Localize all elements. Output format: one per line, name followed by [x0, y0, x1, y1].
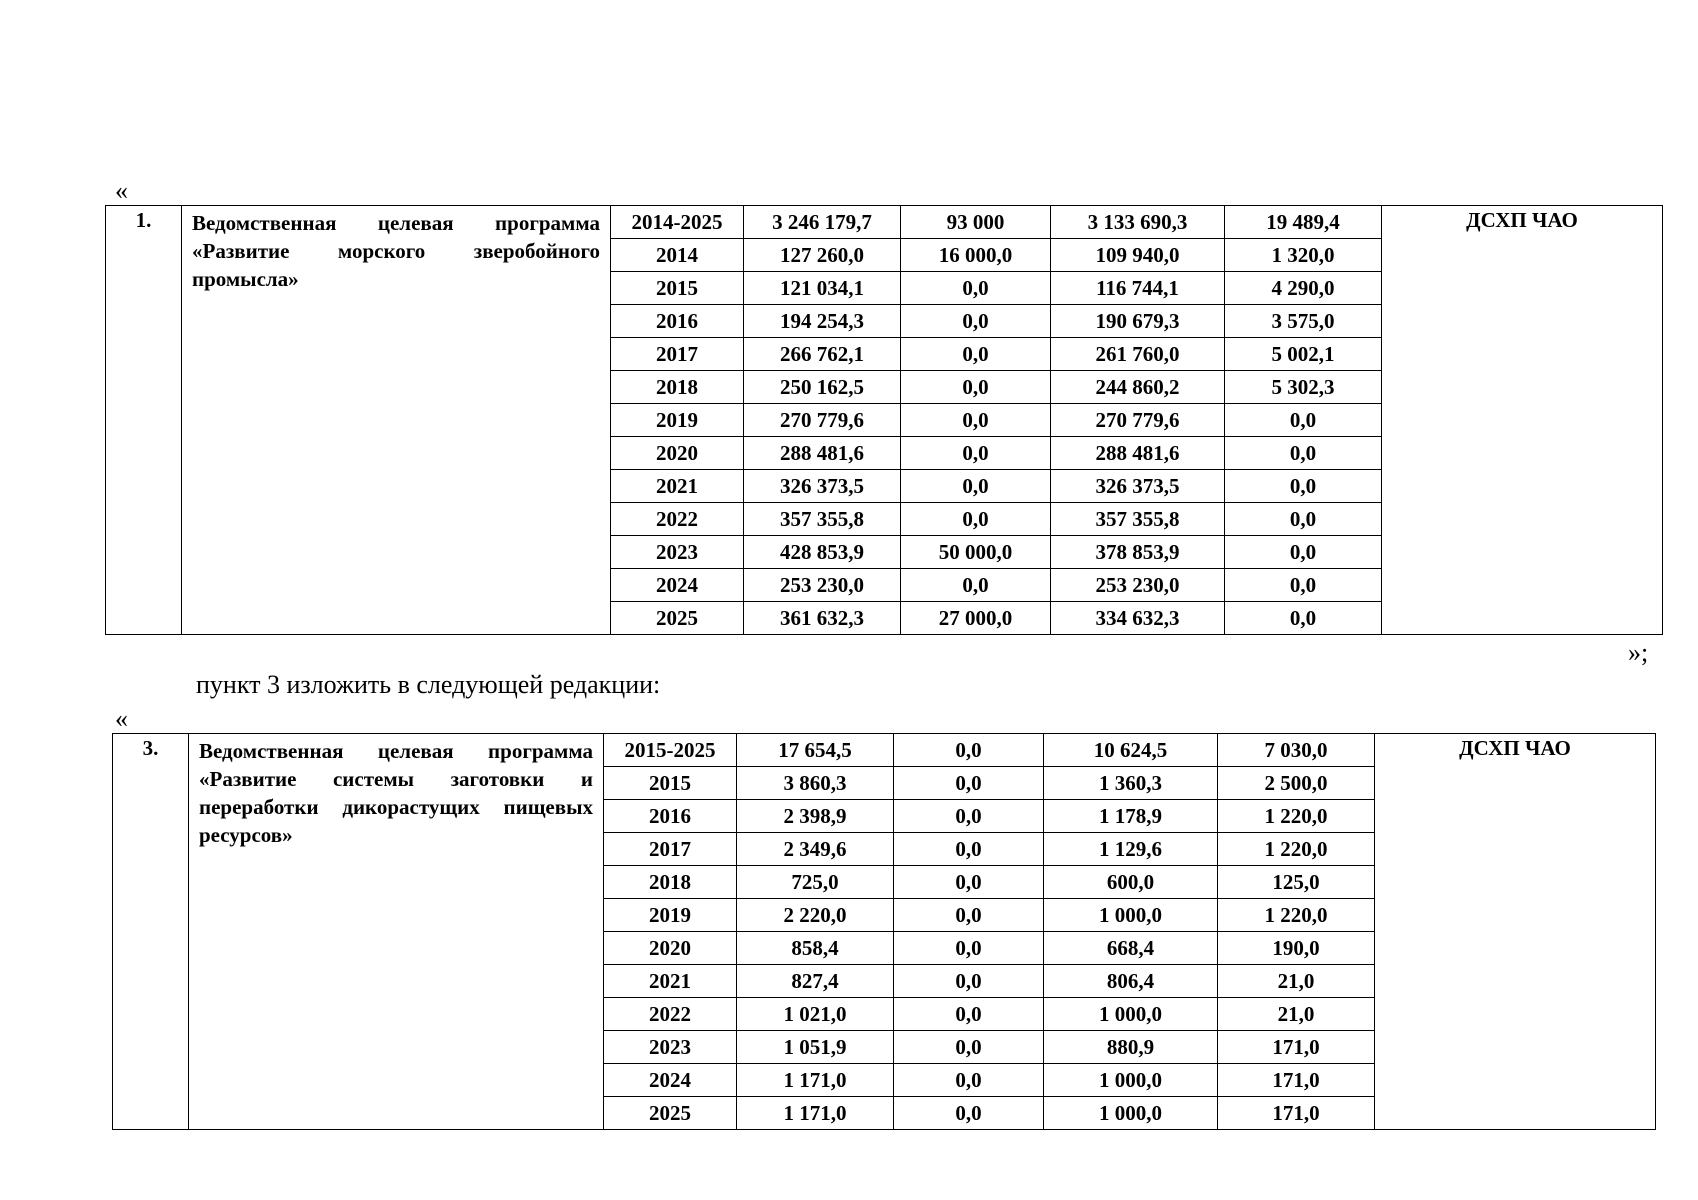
regional-budget-cell: 3 133 690,3	[1051, 206, 1225, 239]
other-funds-cell: 1 220,0	[1218, 800, 1375, 833]
period-cell: 2017	[611, 338, 744, 371]
other-funds-cell: 5 002,1	[1225, 338, 1382, 371]
total-cell: 250 162,5	[744, 371, 901, 404]
federal-budget-cell: 0,0	[894, 833, 1044, 866]
federal-budget-cell: 0,0	[894, 1031, 1044, 1064]
period-cell: 2016	[604, 800, 737, 833]
other-funds-cell: 190,0	[1218, 932, 1375, 965]
period-cell: 2018	[604, 866, 737, 899]
federal-budget-cell: 0,0	[901, 371, 1051, 404]
period-cell: 2021	[611, 470, 744, 503]
other-funds-cell: 171,0	[1218, 1031, 1375, 1064]
total-cell: 858,4	[737, 932, 894, 965]
other-funds-cell: 19 489,4	[1225, 206, 1382, 239]
period-cell: 2023	[611, 536, 744, 569]
federal-budget-cell: 50 000,0	[901, 536, 1051, 569]
regional-budget-cell: 253 230,0	[1051, 569, 1225, 602]
responsible-executor: ДСХП ЧАО	[1382, 206, 1663, 635]
regional-budget-cell: 270 779,6	[1051, 404, 1225, 437]
other-funds-cell: 7 030,0	[1218, 734, 1375, 767]
total-cell: 428 853,9	[744, 536, 901, 569]
federal-budget-cell: 0,0	[901, 305, 1051, 338]
federal-budget-cell: 0,0	[901, 503, 1051, 536]
other-funds-cell: 0,0	[1225, 503, 1382, 536]
program-name: Ведомственная целевая программа «Развитие системы заготовки и переработки дикорастущих пищевых ресурсов»	[189, 734, 604, 1130]
federal-budget-cell: 0,0	[894, 965, 1044, 998]
other-funds-cell: 0,0	[1225, 569, 1382, 602]
total-cell: 1 171,0	[737, 1064, 894, 1097]
other-funds-cell: 0,0	[1225, 536, 1382, 569]
period-cell: 2023	[604, 1031, 737, 1064]
federal-budget-cell: 0,0	[894, 1064, 1044, 1097]
instruction-paragraph: пункт 3 изложить в следующей редакции:	[196, 670, 661, 699]
federal-budget-cell: 0,0	[894, 767, 1044, 800]
total-cell: 725,0	[737, 866, 894, 899]
total-cell: 17 654,5	[737, 734, 894, 767]
total-cell: 270 779,6	[744, 404, 901, 437]
program-name: Ведомственная целевая программа «Развитие морского зверобойного промысла»	[182, 206, 611, 635]
total-cell: 1 021,0	[737, 998, 894, 1031]
regional-budget-cell: 357 355,8	[1051, 503, 1225, 536]
regional-budget-cell: 288 481,6	[1051, 437, 1225, 470]
period-cell: 2014-2025	[611, 206, 744, 239]
period-cell: 2024	[611, 569, 744, 602]
row-number: 3.	[113, 734, 189, 1130]
total-cell: 827,4	[737, 965, 894, 998]
other-funds-cell: 1 220,0	[1218, 899, 1375, 932]
period-cell: 2016	[611, 305, 744, 338]
program-table-2	[112, 733, 1656, 1130]
regional-budget-cell: 1 178,9	[1044, 800, 1218, 833]
other-funds-cell: 1 320,0	[1225, 239, 1382, 272]
regional-budget-cell: 1 000,0	[1044, 998, 1218, 1031]
period-cell: 2022	[611, 503, 744, 536]
regional-budget-cell: 378 853,9	[1051, 536, 1225, 569]
federal-budget-cell: 0,0	[894, 899, 1044, 932]
total-cell: 3 246 179,7	[744, 206, 901, 239]
regional-budget-cell: 116 744,1	[1051, 272, 1225, 305]
period-cell: 2015	[611, 272, 744, 305]
total-cell: 288 481,6	[744, 437, 901, 470]
regional-budget-cell: 10 624,5	[1044, 734, 1218, 767]
period-cell: 2019	[604, 899, 737, 932]
total-cell: 2 349,6	[737, 833, 894, 866]
period-cell: 2015	[604, 767, 737, 800]
other-funds-cell: 125,0	[1218, 866, 1375, 899]
total-cell: 361 632,3	[744, 602, 901, 635]
other-funds-cell: 21,0	[1218, 965, 1375, 998]
closing-quote: »;	[1628, 638, 1649, 667]
other-funds-cell: 171,0	[1218, 1064, 1375, 1097]
federal-budget-cell: 0,0	[901, 569, 1051, 602]
period-cell: 2017	[604, 833, 737, 866]
federal-budget-cell: 0,0	[894, 734, 1044, 767]
federal-budget-cell: 0,0	[894, 1097, 1044, 1130]
total-cell: 326 373,5	[744, 470, 901, 503]
regional-budget-cell: 109 940,0	[1051, 239, 1225, 272]
total-cell: 357 355,8	[744, 503, 901, 536]
regional-budget-cell: 1 129,6	[1044, 833, 1218, 866]
period-cell: 2025	[611, 602, 744, 635]
regional-budget-cell: 1 360,3	[1044, 767, 1218, 800]
table-row	[106, 206, 1663, 239]
total-cell: 3 860,3	[737, 767, 894, 800]
table-row	[113, 734, 1656, 767]
total-cell: 2 220,0	[737, 899, 894, 932]
other-funds-cell: 0,0	[1225, 470, 1382, 503]
period-cell: 2022	[604, 998, 737, 1031]
regional-budget-cell: 600,0	[1044, 866, 1218, 899]
federal-budget-cell: 0,0	[901, 338, 1051, 371]
regional-budget-cell: 668,4	[1044, 932, 1218, 965]
federal-budget-cell: 0,0	[894, 866, 1044, 899]
period-cell: 2018	[611, 371, 744, 404]
regional-budget-cell: 1 000,0	[1044, 1097, 1218, 1130]
regional-budget-cell: 261 760,0	[1051, 338, 1225, 371]
regional-budget-cell: 326 373,5	[1051, 470, 1225, 503]
total-cell: 1 171,0	[737, 1097, 894, 1130]
total-cell: 121 034,1	[744, 272, 901, 305]
other-funds-cell: 171,0	[1218, 1097, 1375, 1130]
federal-budget-cell: 16 000,0	[901, 239, 1051, 272]
period-cell: 2015-2025	[604, 734, 737, 767]
total-cell: 253 230,0	[744, 569, 901, 602]
federal-budget-cell: 0,0	[901, 272, 1051, 305]
federal-budget-cell: 0,0	[894, 998, 1044, 1031]
total-cell: 127 260,0	[744, 239, 901, 272]
federal-budget-cell: 0,0	[901, 470, 1051, 503]
regional-budget-cell: 880,9	[1044, 1031, 1218, 1064]
period-cell: 2025	[604, 1097, 737, 1130]
other-funds-cell: 2 500,0	[1218, 767, 1375, 800]
federal-budget-cell: 0,0	[894, 800, 1044, 833]
regional-budget-cell: 244 860,2	[1051, 371, 1225, 404]
other-funds-cell: 0,0	[1225, 437, 1382, 470]
federal-budget-cell: 93 000	[901, 206, 1051, 239]
other-funds-cell: 1 220,0	[1218, 833, 1375, 866]
responsible-executor: ДСХП ЧАО	[1375, 734, 1656, 1130]
period-cell: 2019	[611, 404, 744, 437]
regional-budget-cell: 1 000,0	[1044, 899, 1218, 932]
period-cell: 2014	[611, 239, 744, 272]
federal-budget-cell: 0,0	[901, 404, 1051, 437]
total-cell: 194 254,3	[744, 305, 901, 338]
total-cell: 1 051,9	[737, 1031, 894, 1064]
other-funds-cell: 5 302,3	[1225, 371, 1382, 404]
period-cell: 2020	[611, 437, 744, 470]
program-table-1	[105, 205, 1663, 635]
row-number: 1.	[106, 206, 182, 635]
opening-quote-2: «	[115, 704, 128, 733]
other-funds-cell: 4 290,0	[1225, 272, 1382, 305]
federal-budget-cell: 0,0	[901, 437, 1051, 470]
regional-budget-cell: 190 679,3	[1051, 305, 1225, 338]
total-cell: 2 398,9	[737, 800, 894, 833]
period-cell: 2024	[604, 1064, 737, 1097]
other-funds-cell: 0,0	[1225, 404, 1382, 437]
period-cell: 2020	[604, 932, 737, 965]
total-cell: 266 762,1	[744, 338, 901, 371]
regional-budget-cell: 334 632,3	[1051, 602, 1225, 635]
federal-budget-cell: 0,0	[894, 932, 1044, 965]
other-funds-cell: 0,0	[1225, 602, 1382, 635]
regional-budget-cell: 806,4	[1044, 965, 1218, 998]
period-cell: 2021	[604, 965, 737, 998]
other-funds-cell: 21,0	[1218, 998, 1375, 1031]
other-funds-cell: 3 575,0	[1225, 305, 1382, 338]
regional-budget-cell: 1 000,0	[1044, 1064, 1218, 1097]
opening-quote-1: «	[115, 176, 128, 205]
federal-budget-cell: 27 000,0	[901, 602, 1051, 635]
